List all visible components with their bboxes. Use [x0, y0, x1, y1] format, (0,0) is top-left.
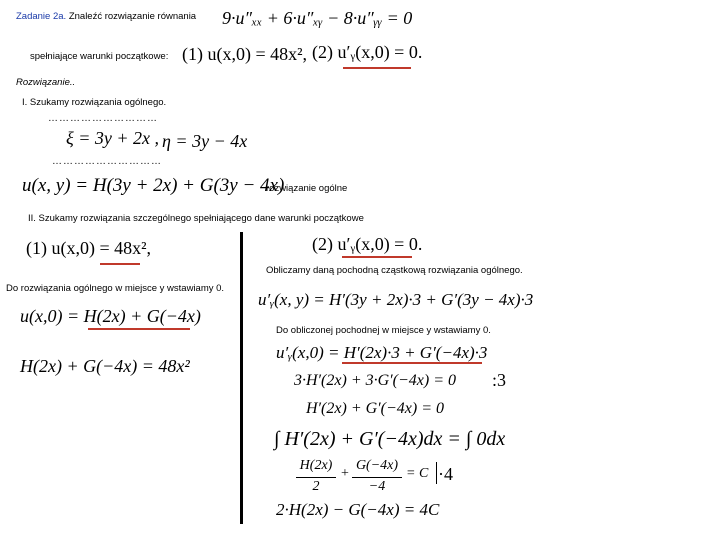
right-eq-3: H′(2x) + G′(−4x) = 0: [306, 400, 445, 417]
right-derivative: u′ᵧ(x, y) = H′(3y + 2x)·3 + G′(3y − 4x)·3: [258, 290, 534, 309]
multiply-bar: [436, 462, 437, 484]
xi-substitution: ξ = 3y + 2x ,: [66, 128, 159, 148]
condition-1: (1) u(x,0) = 48x²,: [182, 44, 308, 64]
step-2-heading: II. Szukamy rozwiązania szczególnego spełniającego dane warunki początkowe: [28, 213, 364, 224]
right-note-1: Obliczamy daną pochodną cząstkową rozwiązania ogólnego.: [266, 265, 523, 276]
right-note-2: Do obliczonej pochodnej w miejsce y wstawiamy 0.: [276, 325, 491, 336]
fraction-rhs: = C: [406, 466, 429, 481]
left-note: Do rozwiązania ogólnego w miejsce y wstawiamy 0.: [6, 283, 225, 294]
dots-1: …………………………: [48, 113, 158, 124]
left-condition-1: (1) u(x,0) = 48x²,: [26, 238, 152, 258]
fraction-2-bar: [352, 477, 402, 478]
right-condition-2-underline: [342, 256, 412, 258]
right-eq-4-integral: ∫ H′(2x) + G′(−4x)dx = ∫ 0dx: [274, 428, 506, 450]
condition-2-underline: [343, 67, 411, 69]
left-eq-1-underline: [88, 328, 190, 330]
eta-substitution: η = 3y − 4x: [162, 131, 248, 151]
right-eq-1: u′ᵧ(x,0) = H′(2x)·3 + G′(−4x)·3: [276, 343, 488, 362]
step-1-heading: I. Szukamy rozwiązania ogólnego.: [22, 97, 167, 108]
fraction-2-denominator: −4: [368, 479, 386, 494]
left-eq-1: u(x,0) = H(2x) + G(−4x): [20, 306, 201, 326]
task-description: Znaleźć rozwiązanie równania: [66, 11, 197, 22]
dots-2: …………………………: [52, 156, 162, 167]
fraction-1-denominator: 2: [312, 479, 320, 494]
fraction-1-bar: [296, 477, 336, 478]
main-equation: 9·u″ₓₓ + 6·u″ₓᵧ − 8·u″ᵧᵧ = 0: [222, 8, 413, 28]
condition-2: (2) u′ᵧ(x,0) = 0.: [312, 42, 423, 62]
left-condition-1-underline: [100, 263, 140, 265]
right-condition-2: (2) u′ᵧ(x,0) = 0.: [312, 234, 423, 254]
right-eq-1-underline: [342, 362, 482, 364]
general-solution: u(x, y) = H(3y + 2x) + G(3y − 4x): [22, 175, 285, 196]
right-eq-2: 3·H′(2x) + 3·G′(−4x) = 0: [294, 372, 457, 389]
fraction-multiply: ·4: [438, 464, 453, 484]
right-eq-6: 2·H(2x) − G(−4x) = 4C: [276, 500, 440, 519]
fraction-1-numerator: H(2x): [299, 458, 333, 473]
left-eq-2: H(2x) + G(−4x) = 48x²: [20, 356, 190, 376]
solution-label: Rozwiązanie..: [16, 77, 76, 88]
fraction-2-numerator: G(−4x): [355, 458, 399, 473]
task-number: Zadanie 2a.: [16, 11, 67, 22]
fraction-plus: +: [341, 466, 349, 481]
conditions-label: spełniające warunki początkowe:: [30, 51, 169, 62]
right-eq-2-divide: :3: [492, 370, 507, 390]
task-title: [16, 11, 196, 22]
column-divider: [240, 232, 243, 524]
general-solution-note: rozwiązanie ogólne: [266, 183, 348, 194]
